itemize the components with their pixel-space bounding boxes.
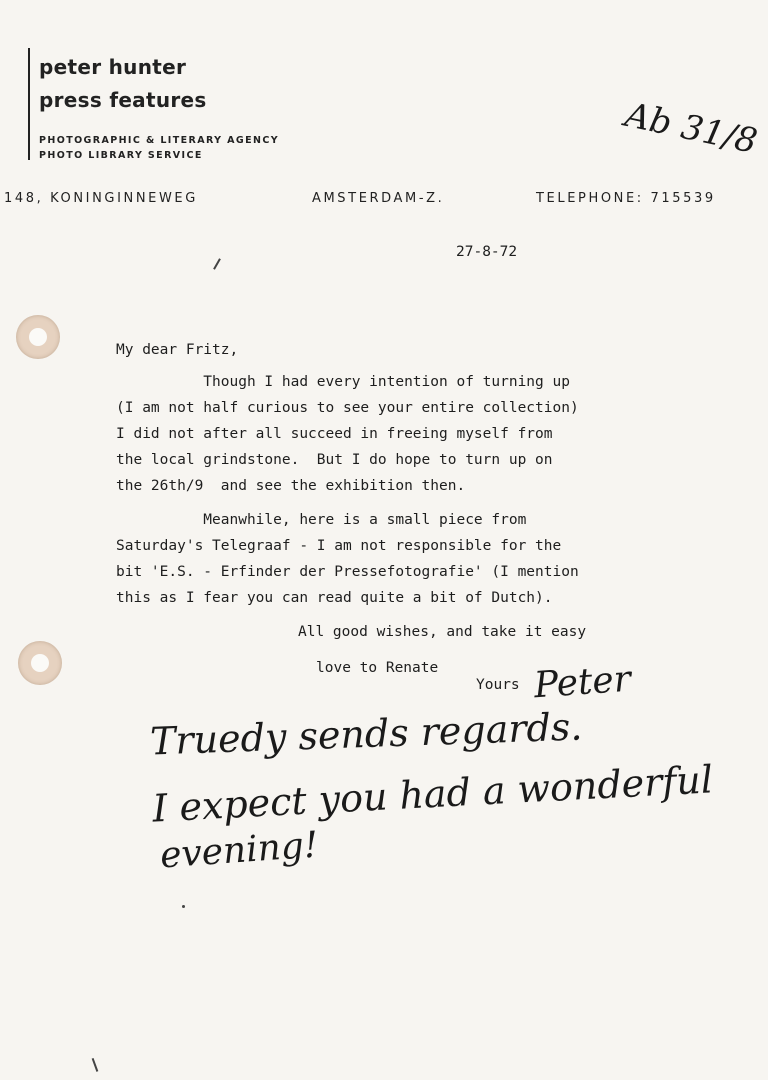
letterhead-subtitle-line2: PHOTO LIBRARY SERVICE (39, 150, 203, 161)
closing-line1: All good wishes, and take it easy (298, 624, 587, 640)
punch-hole-top (16, 315, 60, 359)
address-city: AMSTERDAM-Z. (312, 191, 445, 206)
closing-line2: love to Renate (316, 660, 439, 676)
letterhead-name-line2: press features (39, 88, 207, 112)
letterhead-subtitle-line1: PHOTOGRAPHIC & LITERARY AGENCY (39, 135, 279, 146)
paragraph2-line3: bit 'E.S. - Erfinder der Pressefotografie' (I mention (116, 564, 579, 580)
paragraph1-line5: the 26th/9 and see the exhibition then. (116, 478, 466, 494)
paragraph2-line2: Saturday's Telegraaf - I am not responsible for the (116, 538, 562, 554)
address-street: 148, KONINGINNEWEG (4, 191, 198, 206)
paragraph1-line2: (I am not half curious to see your entire collection) (116, 400, 579, 416)
ink-mark-bottom (92, 1058, 98, 1072)
ink-mark (213, 258, 221, 269)
paragraph1-line1: Though I had every intention of turning up (116, 374, 570, 390)
paragraph1-line3: I did not after all succeed in freeing myself from (116, 426, 553, 442)
postscript-line3: evening! (158, 824, 320, 877)
ink-dot (182, 905, 185, 908)
handwritten-annotation: Ab 31/8 (621, 95, 761, 162)
paragraph2-line4: this as I fear you can read quite a bit of Dutch). (116, 590, 553, 606)
punch-hole-bottom (18, 641, 62, 685)
letterhead-bar (28, 48, 30, 160)
postscript-line2: I expect you had a wonderful (151, 757, 714, 831)
salutation: My dear Fritz, (116, 342, 239, 358)
address-telephone: TELEPHONE: 715539 (536, 191, 716, 206)
closing-yours: Yours (476, 677, 520, 693)
paragraph2-line1: Meanwhile, here is a small piece from (116, 512, 527, 528)
paragraph1-line4: the local grindstone. But I do hope to turn up on (116, 452, 553, 468)
letter-date: 27-8-72 (456, 244, 518, 260)
letterhead-name-line1: peter hunter (39, 55, 187, 79)
postscript-line1: Truedy sends regards. (149, 704, 584, 764)
signature: Peter (532, 658, 633, 707)
